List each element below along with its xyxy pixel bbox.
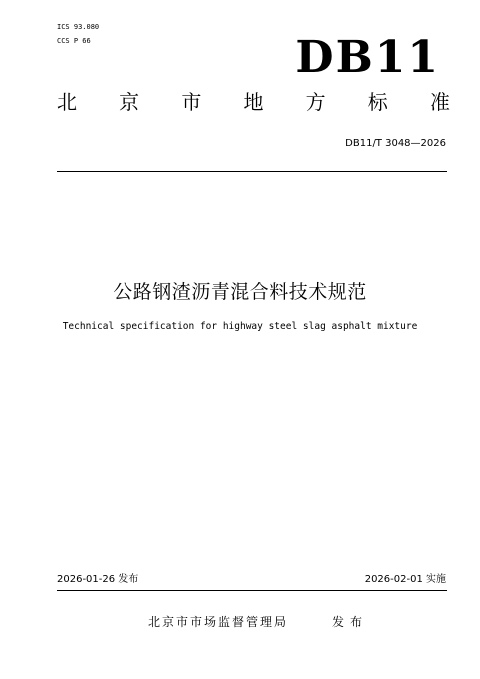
publisher-name: 北京市市场监督管理局 xyxy=(148,615,289,629)
standard-type-char: 市 xyxy=(181,90,202,114)
standard-type-char: 方 xyxy=(305,90,326,114)
ccs-code: CCS P 66 xyxy=(57,37,91,45)
standard-type-char: 地 xyxy=(243,90,264,114)
footer-divider xyxy=(57,590,447,591)
standard-type-char: 北 xyxy=(57,90,77,114)
standard-type-char: 标 xyxy=(367,90,388,114)
issue-date: 2026-01-26 发布 xyxy=(57,574,139,585)
standard-type-heading xyxy=(57,89,450,115)
db11-logo: DB11 xyxy=(295,32,440,83)
header-divider xyxy=(57,171,447,172)
ics-code: ICS 93.080 xyxy=(57,23,100,31)
document-title-chinese: 公路钢渣沥青混合料技术规范 xyxy=(113,281,367,303)
publish-label: 发布 xyxy=(332,615,369,629)
implementation-date: 2026-02-01 实施 xyxy=(364,574,446,585)
document-title-english: Technical specification for highway steel slag asphalt mixture xyxy=(62,321,418,332)
standard-number: DB11/T 3048—2026 xyxy=(345,138,446,149)
standard-type-char: 准 xyxy=(429,90,450,114)
standard-type-char: 京 xyxy=(119,90,140,114)
